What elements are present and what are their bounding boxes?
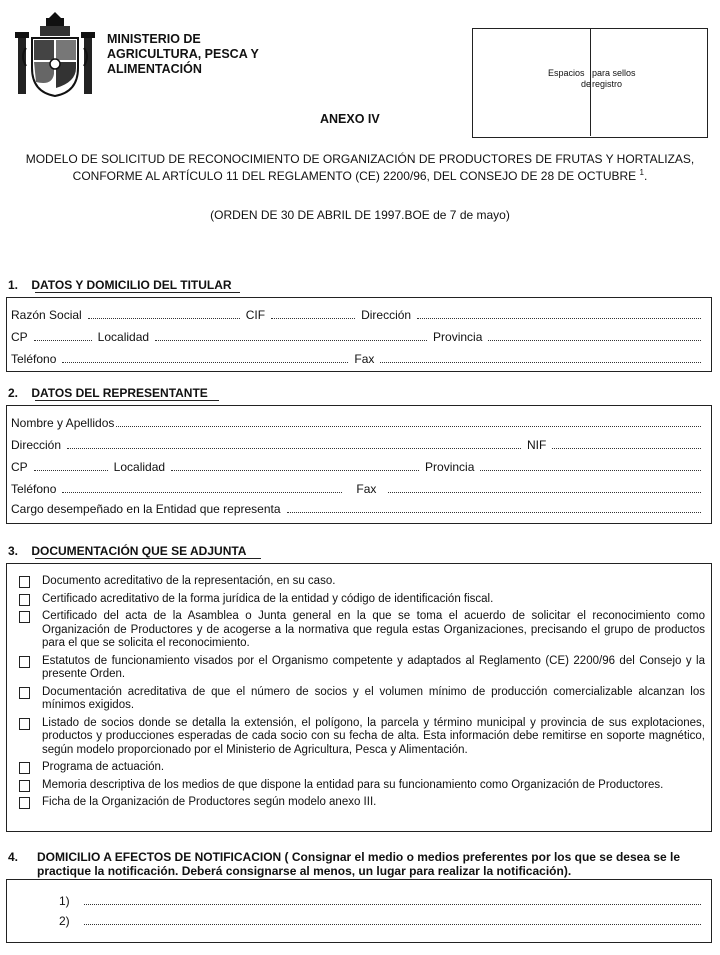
document-checkbox[interactable] bbox=[19, 594, 30, 606]
direccion-field[interactable] bbox=[417, 309, 701, 319]
cp-label: CP bbox=[11, 330, 28, 344]
rep-direccion-field[interactable] bbox=[67, 439, 521, 449]
nif-field[interactable] bbox=[552, 439, 701, 449]
localidad-label: Localidad bbox=[97, 330, 150, 344]
section-1-box bbox=[6, 297, 712, 372]
nif-label: NIF bbox=[527, 438, 547, 452]
section-4-number: 4. bbox=[8, 850, 19, 864]
section-3-box bbox=[6, 563, 712, 832]
stamp-label-right: para sellos registro bbox=[592, 68, 636, 89]
rep-telefono-label: Teléfono bbox=[11, 482, 57, 496]
direccion-label: Dirección bbox=[361, 308, 412, 322]
section-2-heading: 2. DATOS DEL REPRESENTANTE bbox=[8, 386, 208, 400]
section-4-box bbox=[6, 879, 712, 943]
rep-fax-label: Fax bbox=[356, 482, 377, 496]
document-item: Ficha de la Organización de Productores según modelo anexo III. bbox=[19, 796, 705, 810]
rep-localidad-field[interactable] bbox=[171, 461, 419, 471]
fax-field[interactable] bbox=[380, 353, 701, 363]
cargo-label: Cargo desempeñado en la Entidad que representa bbox=[11, 502, 281, 516]
section-2-underline bbox=[35, 400, 219, 401]
document-item: Documentación acreditativa de que el número de socios y el volumen mínimo de producción comercializable alcanzan los mínimos exigidos. bbox=[19, 686, 705, 713]
form-title: MODELO DE SOLICITUD DE RECONOCIMIENTO DE ORGANIZACIÓN DE PRODUCTORES DE FRUTAS Y HORTALIZAS, CONFORME AL ARTÍCULO 11 DEL REGLAMENTO (CE) 2200/96, DEL CONSEJO DE 28 DE OCTUBRE $^1$. bbox=[25, 152, 695, 183]
ministry-name: MINISTERIO DE AGRICULTURA, PESCA Y ALIMENTACIÓN bbox=[107, 32, 259, 76]
stamp-label-left-2: de bbox=[581, 79, 592, 89]
rep-localidad-label: Localidad bbox=[113, 460, 166, 474]
nombre-field[interactable] bbox=[116, 417, 701, 427]
cif-label: CIF bbox=[245, 308, 266, 322]
nombre-label: Nombre y Apellidos bbox=[11, 416, 115, 430]
telefono-field[interactable] bbox=[62, 353, 348, 363]
razon-social-label: Razón Social bbox=[11, 308, 82, 322]
provincia-field[interactable] bbox=[488, 331, 701, 341]
section-1-underline bbox=[35, 292, 240, 293]
razon-social-field[interactable] bbox=[88, 309, 240, 319]
notification-item-2-field[interactable] bbox=[84, 915, 701, 925]
coat-of-arms-logo bbox=[10, 8, 100, 100]
telefono-label: Teléfono bbox=[11, 352, 57, 366]
document-checkbox[interactable] bbox=[19, 718, 30, 730]
section-4-heading: DOMICILIO A EFECTOS DE NOTIFICACION ( Consignar el medio o medios preferentes por los que se desea se le practique la notificación. Deberá consignarse al menos, un lugar para realizar la notificación). bbox=[37, 850, 681, 878]
section-2-box bbox=[6, 405, 712, 524]
document-checkbox[interactable] bbox=[19, 762, 30, 774]
document-checkbox[interactable] bbox=[19, 611, 30, 623]
section-3-underline bbox=[35, 558, 261, 559]
rep-cp-label: CP bbox=[11, 460, 28, 474]
rep-fax-field[interactable] bbox=[388, 483, 701, 493]
document-item: Estatutos de funcionamiento visados por el Organismo competente y adaptados al Reglamento (CE) 2200/96 del Consejo y la presente Orden. bbox=[19, 655, 705, 682]
document-checkbox[interactable] bbox=[19, 576, 30, 588]
document-item: Certificado del acta de la Asamblea o Junta general en la que se toma el acuerdo de solicitar el reconocimiento como Organización de Productores y de acogerse a la normativa que regula estas Organizaciones, precisando el grupo de productos para el que se solicita el reconocimiento. bbox=[19, 610, 705, 651]
notification-item-1-label: 1) bbox=[59, 894, 70, 908]
document-checkbox[interactable] bbox=[19, 780, 30, 792]
document-item: Listado de socios donde se detalla la extensión, el polígono, la parcela y término municipal y provincia de sus explotaciones, productos y producciones esperadas de cada socio con su fecha de alta. Esta información debe remitirse en soporte magnético, según modelo proporcionado por el Ministerio de Agricultura, Pesca y Alimentación. bbox=[19, 717, 705, 758]
document-checkbox[interactable] bbox=[19, 797, 30, 809]
cargo-field[interactable] bbox=[287, 503, 701, 513]
document-checkbox[interactable] bbox=[19, 656, 30, 668]
section-3-heading: 3. DOCUMENTACIÓN QUE SE ADJUNTA bbox=[8, 544, 247, 558]
document-item: Documento acreditativo de la representación, en su caso. bbox=[19, 575, 705, 589]
rep-telefono-field[interactable] bbox=[62, 483, 342, 493]
rep-direccion-label: Dirección bbox=[11, 438, 62, 452]
cp-field[interactable] bbox=[34, 331, 92, 341]
localidad-field[interactable] bbox=[155, 331, 427, 341]
cif-field[interactable] bbox=[271, 309, 355, 319]
section-1-heading: 1. DATOS Y DOMICILIO DEL TITULAR bbox=[8, 278, 232, 292]
document-checkbox[interactable] bbox=[19, 687, 30, 699]
notification-item-2-label: 2) bbox=[59, 914, 70, 928]
provincia-label: Provincia bbox=[433, 330, 483, 344]
notification-item-1-field[interactable] bbox=[84, 895, 701, 905]
order-reference: (ORDEN DE 30 DE ABRIL DE 1997.BOE de 7 de mayo) bbox=[210, 208, 510, 222]
rep-provincia-field[interactable] bbox=[480, 461, 701, 471]
annex-title: ANEXO IV bbox=[320, 112, 380, 126]
document-item: Certificado acreditativo de la forma jurídica de la entidad y código de identificación fiscal. bbox=[19, 593, 705, 607]
document-item: Programa de actuación. bbox=[19, 761, 705, 775]
rep-provincia-label: Provincia bbox=[425, 460, 475, 474]
fax-label: Fax bbox=[354, 352, 375, 366]
document-item: Memoria descriptiva de los medios de que dispone la entidad para su funcionamiento como Organización de Productores. bbox=[19, 779, 705, 793]
rep-cp-field[interactable] bbox=[34, 461, 108, 471]
stamp-label-left: Espacios bbox=[548, 68, 585, 78]
